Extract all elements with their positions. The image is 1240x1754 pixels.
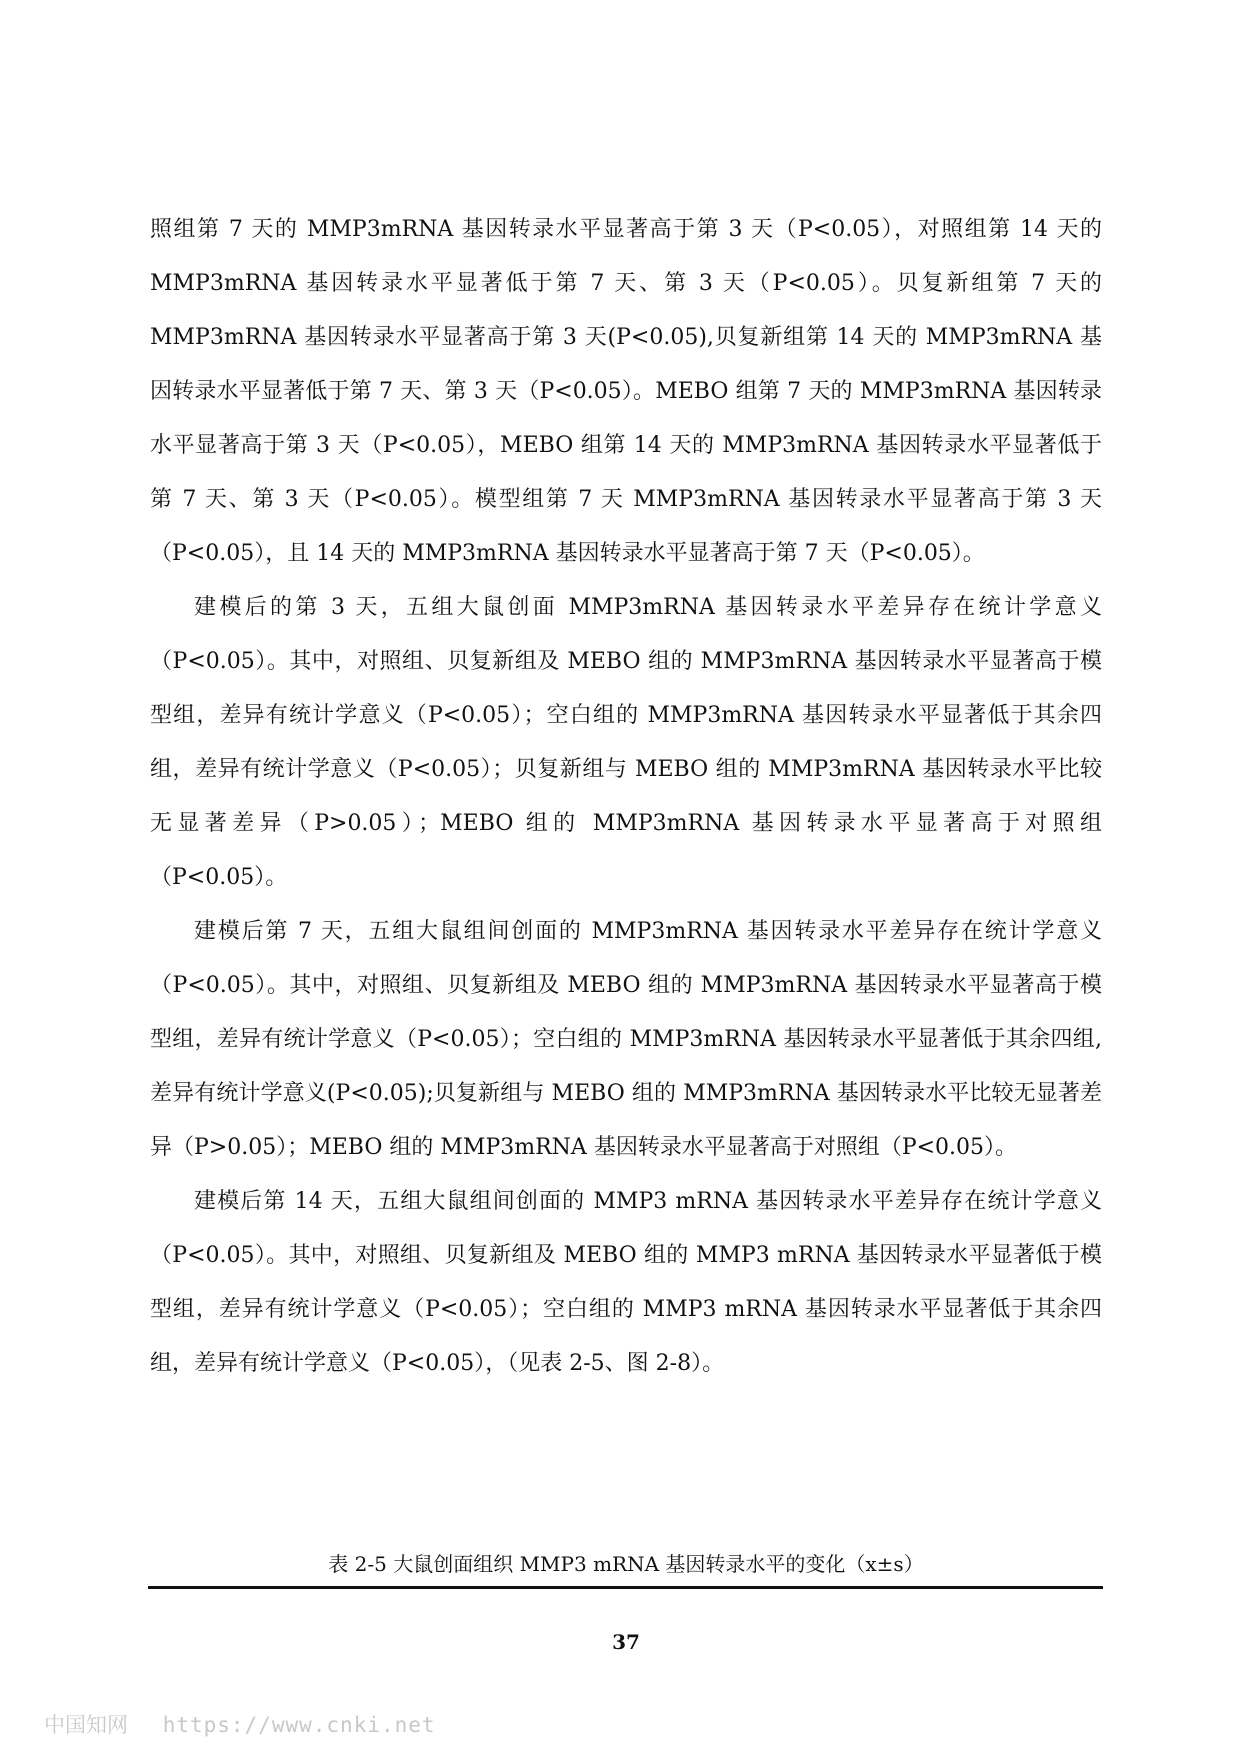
- body-paragraph-2: 建模后的第 3 天，五组大鼠创面 MMP3mRNA 基因转录水平差异存在统计学意义（P<0.05）。其中，对照组、贝复新组及 MEBO 组的 MMP3mRNA 基因转录水平显著高于模型组，差异有统计学意义（P<0.05）；空白组的 MMP3mRNA 基因转录水平显著低于其余四组，差异有统计学意义（P<0.05）；贝复新组与 MEBO 组的 MMP3mRNA 基因转录水平比较无显著差异（P>0.05）；MEBO 组的 MMP3mRNA 基因转录水平显著高于对照组（P<0.05）。: [150, 595, 1102, 890]
- watermark-cn-text: 中国知网: [44, 1713, 128, 1737]
- document-body: [150, 203, 1102, 1391]
- page-number: 37: [612, 1630, 640, 1654]
- body-paragraph-1: 照组第 7 天的 MMP3mRNA 基因转录水平显著高于第 3 天（P<0.05），对照组第 14 天的 MMP3mRNA 基因转录水平显著低于第 7 天、第 3 天（P<0.05）。贝复新组第 7 天的 MMP3mRNA 基因转录水平显著高于第 3 天(P<0.05),贝复新组第 14 天的 MMP3mRNA 基因转录水平显著低于第 7 天、第 3 天（P<0.05）。MEBO 组第 7 天的 MMP3mRNA 基因转录水平显著高于第 3 天（P<0.05），MEBO 组第 14 天的 MMP3mRNA 基因转录水平显著低于第 7 天、第 3 天（P<0.05）。模型组第 7 天 MMP3mRNA 基因转录水平显著高于第 3 天（P<0.05），且 14 天的 MMP3mRNA 基因转录水平显著高于第 7 天（P<0.05）。: [150, 217, 1102, 566]
- cnki-watermark: [44, 1709, 436, 1739]
- table-caption: 表 2-5 大鼠创面组织 MMP3 mRNA 基因转录水平的变化（x±s）: [328, 1552, 924, 1576]
- body-paragraph-4: 建模后第 14 天，五组大鼠组间创面的 MMP3 mRNA 基因转录水平差异存在统计学意义（P<0.05）。其中，对照组、贝复新组及 MEBO 组的 MMP3 mRNA 基因转录水平显著低于模型组，差异有统计学意义（P<0.05）；空白组的 MMP3 mRNA 基因转录水平显著低于其余四组，差异有统计学意义（P<0.05），（见表 2-5、图 2-8）。: [150, 1189, 1102, 1376]
- watermark-url: https://www.cnki.net: [162, 1713, 436, 1737]
- table-top-rule: [148, 1586, 1103, 1589]
- body-paragraph-3: 建模后第 7 天，五组大鼠组间创面的 MMP3mRNA 基因转录水平差异存在统计学意义（P<0.05）。其中，对照组、贝复新组及 MEBO 组的 MMP3mRNA 基因转录水平显著高于模型组，差异有统计学意义（P<0.05）；空白组的 MMP3mRNA 基因转录水平显著低于其余四组,差异有统计学意义(P<0.05);贝复新组与 MEBO 组的 MMP3mRNA 基因转录水平比较无显著差异（P>0.05）；MEBO 组的 MMP3mRNA 基因转录水平显著高于对照组（P<0.05）。: [150, 919, 1102, 1160]
